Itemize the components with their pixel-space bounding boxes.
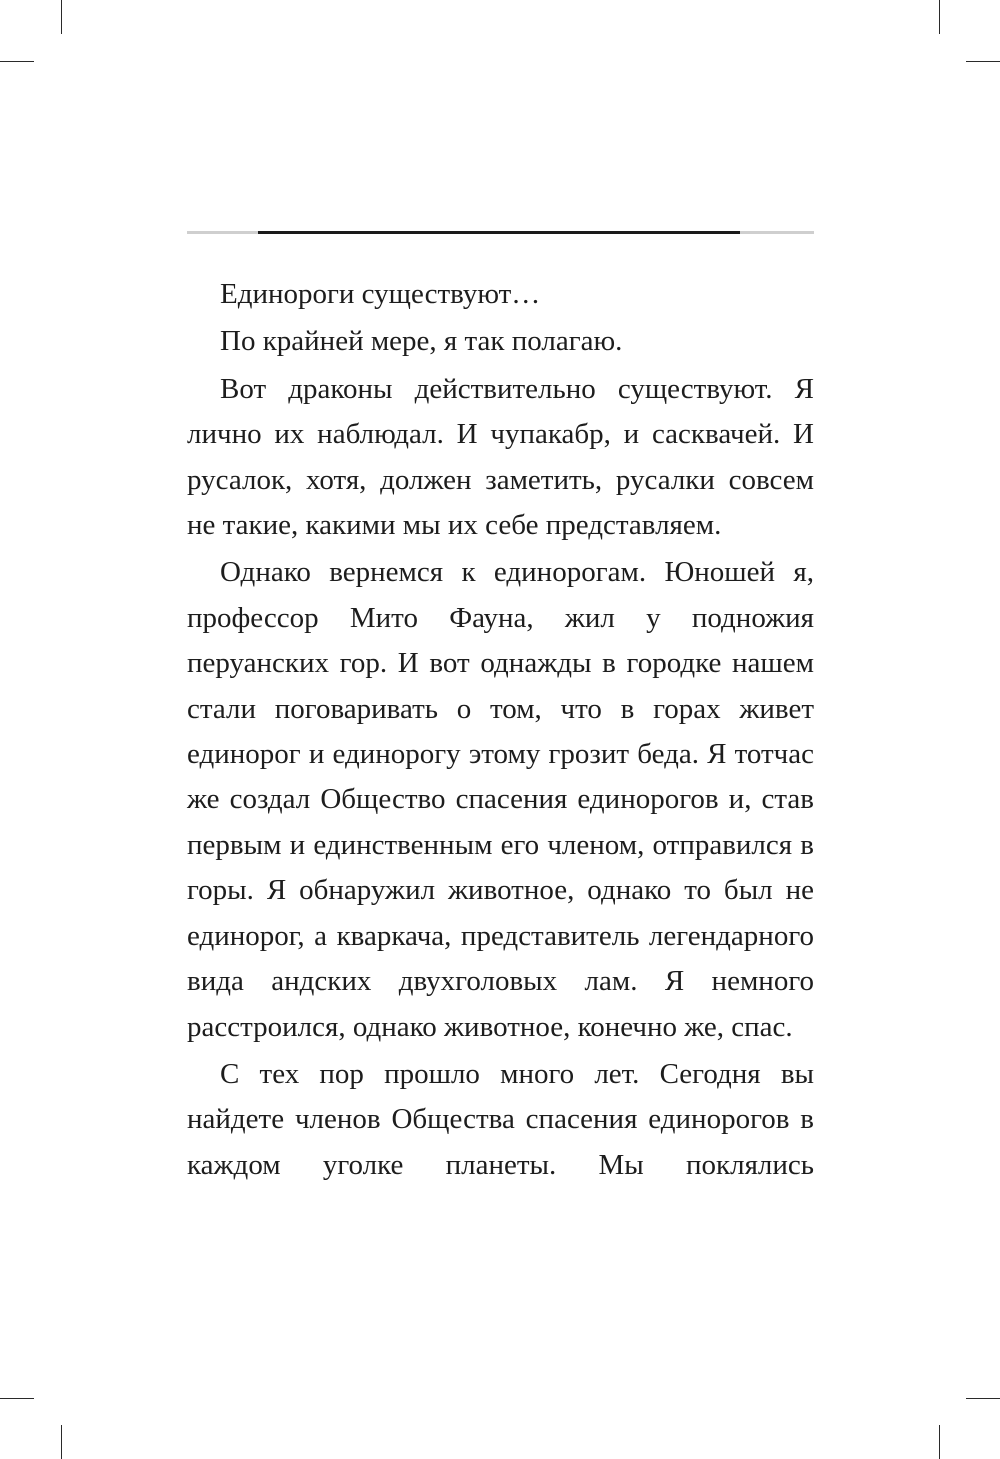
crop-mark-top-right-horizontal [966, 61, 1000, 62]
crop-mark-top-left-horizontal [0, 61, 34, 62]
crop-mark-bottom-right-vertical [939, 1425, 940, 1459]
paragraph: Единороги существуют… [220, 278, 541, 310]
header-rule-dark [258, 231, 740, 234]
crop-mark-bottom-left-horizontal [0, 1398, 34, 1399]
body-text [187, 272, 814, 1188]
paragraph: Однако вернемся к единорогам. Юношей я, профессор Мито Фауна, жил у подножия перуанских гор. И вот однажды в городке нашем стали поговаривать о том, что в горах живет единорог и единорогу этому грозит беда. Я тотчас же создал Общество спасения единорогов и, став первым и единственным его членом, отправился в горы. Я обнаружил животное, однако то был не единорог, а кваркача, представитель легендарного вида андских двухголовых лам. Я немного расстроился, однако животное, конечно же, спас. [187, 556, 814, 1043]
crop-mark-bottom-left-vertical [61, 1425, 62, 1459]
crop-mark-bottom-right-horizontal [966, 1398, 1000, 1399]
crop-mark-top-left-vertical [61, 0, 62, 34]
paragraph: По крайней мере, я так полагаю. [220, 325, 623, 358]
paragraph: Вот драконы действительно существуют. Я лично их наблюдал. И чупакабр, и сасквачей. И русалок, хотя, должен заметить, русалки совсем не такие, какими мы их себе представляем. [187, 372, 814, 542]
crop-mark-top-right-vertical [939, 0, 940, 34]
paragraph-last: С тех пор прошло много лет. Сегодня вы найдете членов Общества спасения единорогов в каждом уголке планеты. Мы поклялись [187, 1057, 814, 1181]
